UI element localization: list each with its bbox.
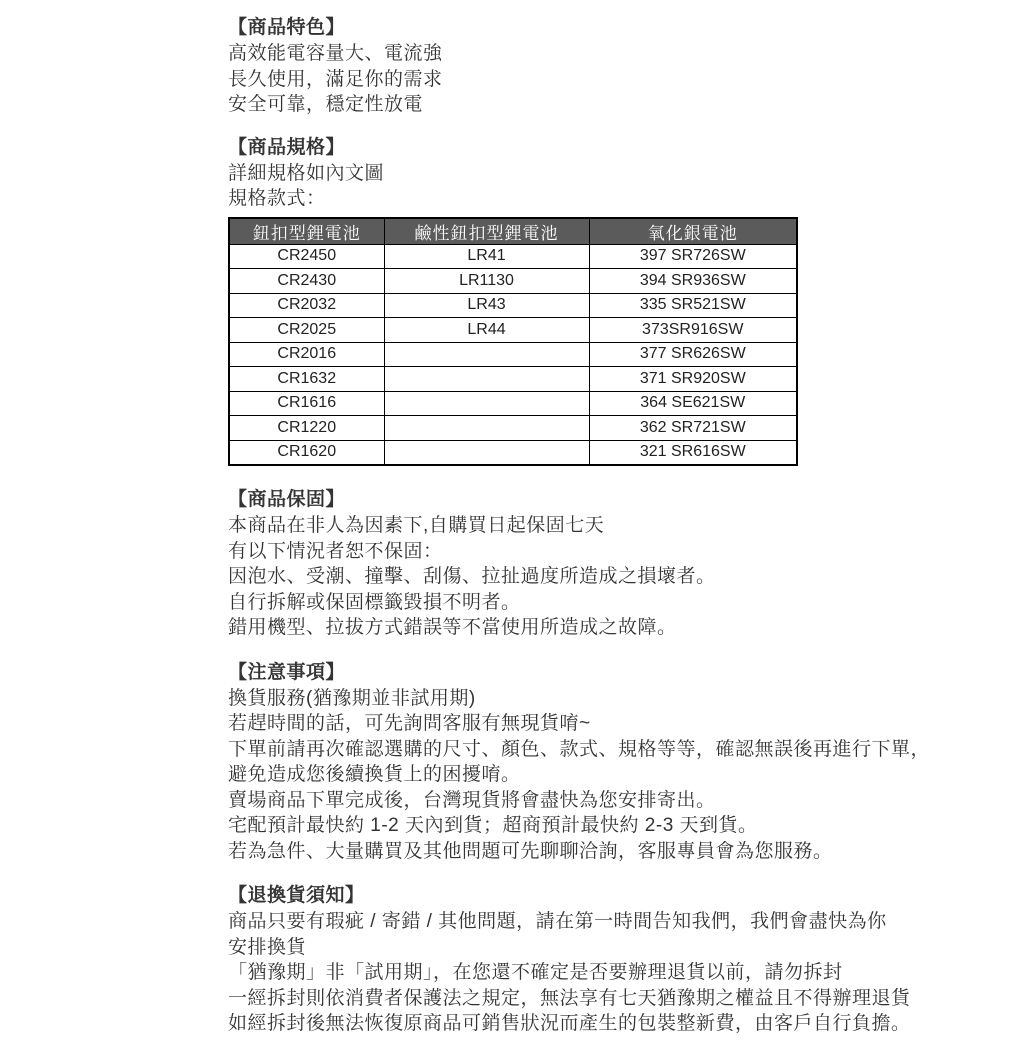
returns-line: 如經拆封後無法恢復原商品可銷售狀況而產生的包裝整新費，由客戶自行負擔。 — [228, 1013, 911, 1034]
spec-cell: CR1220 — [229, 416, 384, 441]
warranty-line: 有以下情況者恕不保固： — [228, 540, 443, 562]
notes-line: 換貨服務(猶豫期並非試用期) — [228, 687, 476, 709]
spec-cell: CR2016 — [229, 342, 384, 367]
warranty-line: 因泡水、受潮、撞擊、刮傷、拉扯過度所造成之損壞者。 — [228, 566, 716, 587]
spec-cell: CR2450 — [229, 244, 384, 269]
notes-line: 避免造成您後續換貨上的困擾唷。 — [228, 764, 521, 785]
spec-cell: 371 SR920SW — [589, 367, 797, 392]
notes-line: 賣場商品下單完成後，台灣現貨將會盡快為您安排寄出。 — [228, 789, 716, 811]
spec-cell: 377 SR626SW — [589, 342, 797, 367]
spec-table-header-silver-oxide: 氧化銀電池 — [589, 218, 797, 245]
warranty-line: 自行拆解或保固標籤毀損不明者。 — [228, 591, 521, 613]
notes-line: 若為急件、大量購買及其他問題可先聊聊洽詢，客服專員會為您服務。 — [228, 840, 833, 862]
spec-table-header-lithium: 鈕扣型鋰電池 — [229, 218, 384, 245]
spec-cell — [384, 342, 589, 367]
feature-line: 高效能電容量大、電流強 — [228, 43, 443, 64]
notes-line: 下單前請再次確認選購的尺寸、顏色、款式、規格等等，確認無誤後再進行下單， — [228, 738, 931, 760]
spec-cell: CR1616 — [229, 391, 384, 416]
section-notes — [228, 659, 1014, 865]
table-row — [229, 293, 797, 318]
section-heading-warranty: 【商品保固】 — [228, 489, 346, 510]
specs-line: 詳細規格如內文圖 — [228, 162, 385, 184]
spec-cell — [384, 416, 589, 441]
warranty-line: 錯用機型、拉拔方式錯誤等不當使用所造成之故障。 — [228, 617, 677, 638]
spec-cell: 321 SR616SW — [589, 440, 797, 465]
section-heading-features: 【商品特色】 — [228, 17, 346, 38]
spec-cell: 362 SR721SW — [589, 416, 797, 441]
returns-line: 「猶豫期」非「試用期」，在您還不確定是否要辦理退貨以前，請勿拆封 — [228, 962, 843, 983]
spec-cell: CR2032 — [229, 293, 384, 318]
table-row — [229, 367, 797, 392]
table-row — [229, 269, 797, 294]
spec-table-header-alkaline: 鹼性鈕扣型鋰電池 — [384, 218, 589, 245]
section-features — [228, 14, 1014, 118]
table-row — [229, 244, 797, 269]
spec-cell: CR2025 — [229, 318, 384, 343]
spec-cell: LR1130 — [384, 269, 589, 294]
notes-line: 若趕時間的話，可先詢問客服有無現貨唷~ — [228, 713, 591, 734]
table-row — [229, 318, 797, 343]
section-heading-returns: 【退換貨須知】 — [228, 885, 365, 906]
section-specs — [228, 134, 1014, 467]
section-heading-notes: 【注意事項】 — [228, 661, 346, 683]
spec-cell: 394 SR936SW — [589, 269, 797, 294]
spec-cell: LR44 — [384, 318, 589, 343]
spec-cell: CR2430 — [229, 269, 384, 294]
spec-cell: CR1632 — [229, 367, 384, 392]
spec-cell: 335 SR521SW — [589, 293, 797, 318]
notes-line: 宅配預計最快約 1-2 天內到貨；超商預計最快約 2-3 天到貨。 — [228, 815, 758, 836]
table-row — [229, 342, 797, 367]
table-row — [229, 440, 797, 465]
warranty-line: 本商品在非人為因素下,自購買日起保固七天 — [228, 515, 605, 536]
spec-cell: 397 SR726SW — [589, 244, 797, 269]
spec-table — [228, 217, 798, 467]
section-heading-specs: 【商品規格】 — [228, 136, 346, 158]
spec-cell: 373SR916SW — [589, 318, 797, 343]
returns-line: 商品只要有瑕疵 / 寄錯 / 其他問題，請在第一時間告知我們，我們會盡快為你 — [228, 911, 887, 932]
table-row — [229, 391, 797, 416]
returns-line: 一經拆封則依消費者保護法之規定，無法享有七天猶豫期之權益且不得辦理退貨 — [228, 987, 911, 1009]
table-row — [229, 416, 797, 441]
spec-cell: LR41 — [384, 244, 589, 269]
spec-cell — [384, 440, 589, 465]
spec-cell: 364 SE621SW — [589, 391, 797, 416]
spec-cell — [384, 391, 589, 416]
description-content — [228, 14, 1014, 1053]
feature-line: 安全可靠，穩定性放電 — [228, 94, 424, 115]
spec-cell: LR43 — [384, 293, 589, 318]
spec-cell — [384, 367, 589, 392]
section-returns — [228, 882, 1014, 1037]
specs-line: 規格款式： — [228, 188, 326, 209]
section-warranty — [228, 486, 1014, 641]
returns-line: 安排換貨 — [228, 936, 307, 958]
feature-line: 長久使用，滿足你的需求 — [228, 68, 443, 90]
spec-cell: CR1620 — [229, 440, 384, 465]
spec-table-header-row — [229, 218, 797, 245]
